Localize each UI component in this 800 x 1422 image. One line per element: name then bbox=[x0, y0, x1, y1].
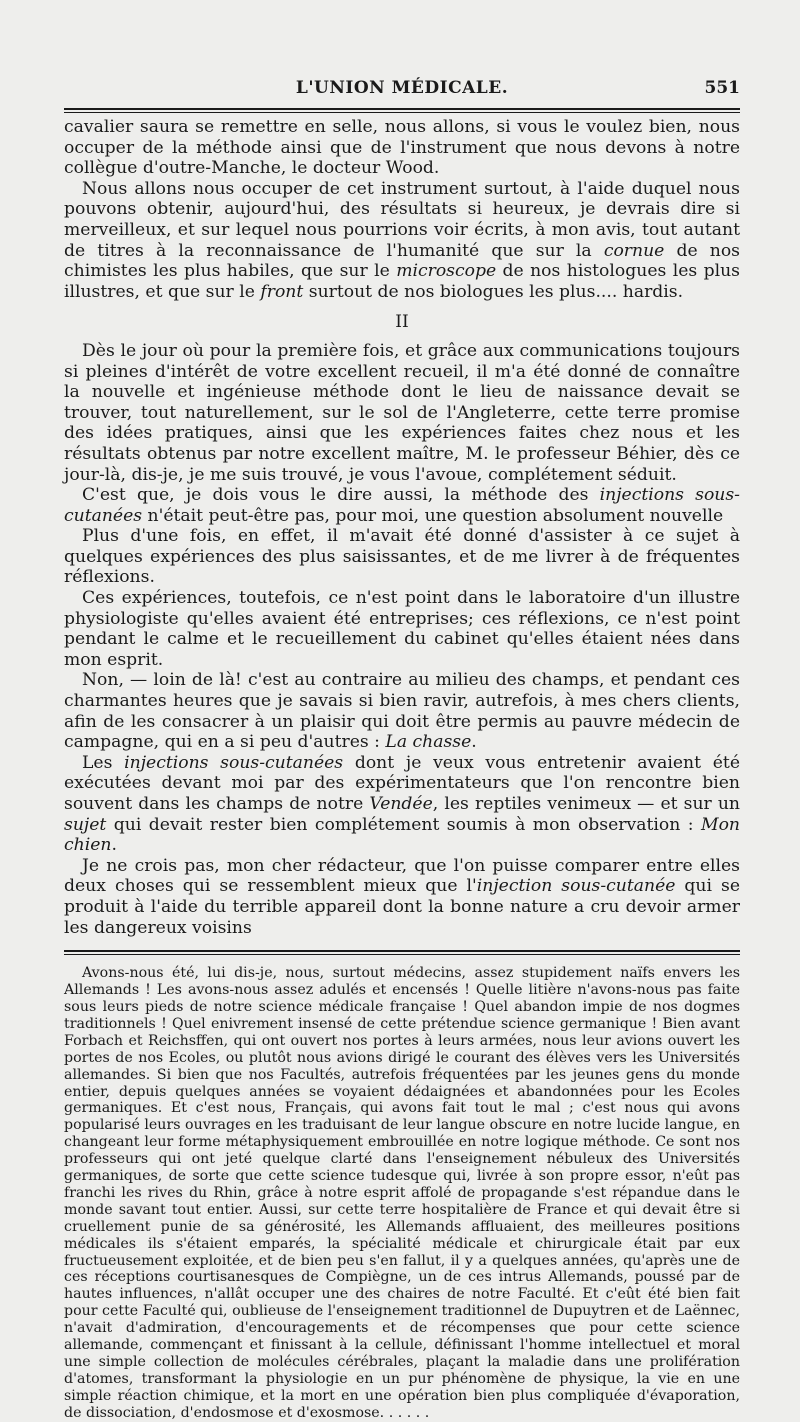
paragraph-2-text-d: surtout de nos biologues les plus.... hardis. bbox=[303, 281, 684, 302]
paragraph-2 bbox=[64, 179, 740, 303]
paragraph-7-text-a: Non, — loin de là! c'est au contraire au milieu des champs, et pendant ces charmantes heures que je savais si bien ravir, autrefois, à mes chers clients, afin de les consacrer à un plaisir qui doit être permis au pauvre médecin de campagne, qui en a si peu d'autres : bbox=[64, 670, 740, 753]
paragraph-3-text: Dès le jour où pour la première fois, et grâce aux communications toujours si pleines d'intérêt de votre excellent recueil, il m'a été donné de connaître la nouvelle et ingénieuse méthode dont le lieu de naissance devait se trouver, tout naturellement, sur le sol de l'Angleterre, cette terre promise des idées pratiques, ainsi que les expériences faites chez nous et les résultats obtenus par notre excellent maître, M. le professeur Béhier, dès ce jour-là, dis-je, je me suis trouvé, je vous l'avoue, complétement séduit. bbox=[64, 340, 740, 485]
paragraph-6 bbox=[64, 588, 740, 670]
paragraph-8-italic-vendee: Vendée bbox=[369, 794, 433, 814]
paragraph-2-text-a: Nous allons nous occuper de cet instrument surtout, à l'aide duquel nous pouvons obtenir, aujourd'hui, des résultats si heureux, je devrais dire si merveilleux, et sur lequel nous pourrions voir écrits, à mon avis, tout autant de titres à la reconnaissance de l'humanité que sur la bbox=[64, 178, 740, 261]
paragraph-8-italic-injections: injections sous-cutanées bbox=[124, 752, 344, 773]
paragraph-3 bbox=[64, 341, 740, 485]
paragraph-9-text-b: qui se produit à l'aide du terrible appareil dont la bonne nature a cru devoir armer les dangereux voisins bbox=[64, 876, 741, 938]
paragraph-4 bbox=[64, 485, 740, 526]
paragraph-2-italic-front: front bbox=[260, 281, 304, 302]
paragraph-2-italic-microscope: microscope bbox=[396, 261, 497, 282]
running-title: L'UNION MÉDICALE. bbox=[295, 78, 509, 98]
paragraph-6-text: Ces expériences, toutefois, ce n'est point dans le laboratoire d'un illustre physiologiste qu'elles avaient été entreprises; ces réflexions, ce n'est point pendant le calme et le recueillement du cabinet qu'elles étaient nées dans mon esprit. bbox=[64, 588, 740, 670]
paragraph-5-text: Plus d'une fois, en effet, il m'avait été donné d'assister à ce sujet à quelques expériences des plus saisissantes, et de me livrer à de fréquentes réflexions. bbox=[64, 526, 740, 588]
paragraph-8-text-a: Les bbox=[82, 752, 125, 773]
paragraph-9-text-a: Je ne crois pas, mon cher rédacteur, que l'on puisse comparer entre elles deux choses qui se ressemblent mieux que l' bbox=[64, 855, 740, 897]
paragraph-8 bbox=[64, 753, 740, 856]
paragraph-2-text-b: de nos chimistes les plus habiles, que sur le bbox=[64, 240, 740, 282]
header-rule bbox=[64, 108, 740, 113]
footnote-rule bbox=[64, 950, 740, 955]
page-number: 551 bbox=[704, 78, 740, 98]
paragraph-8-italic-sujet: sujet bbox=[64, 814, 107, 835]
paragraph-7 bbox=[64, 670, 740, 752]
paragraph-8-text-b: dont je veux vous entretenir avaient été exécutées devant moi par des expérimentateurs que l'on rencontre bien souvent dans les champs de notre bbox=[64, 752, 740, 814]
paragraph-2-text-c: de nos histologues les plus illustres, et que sur le bbox=[64, 261, 740, 302]
main-text bbox=[64, 117, 740, 938]
paragraph-5 bbox=[64, 526, 740, 588]
paragraph-4-text-a: C'est que, je dois vous le dire aussi, la méthode des bbox=[82, 485, 600, 506]
paragraph-8-italic-mon-chien: Mon chien bbox=[64, 814, 740, 856]
paragraph-8-text-e: . bbox=[111, 835, 117, 856]
paragraph-8-text-c: , les reptiles venimeux — et sur un bbox=[432, 794, 741, 814]
paragraph-8-text-d: qui devait rester bien complétement soumis à mon observation : bbox=[106, 814, 701, 835]
paragraph-1-text: cavalier saura se remettre en selle, nous allons, si vous le voulez bien, nous occuper de la méthode ainsi que de l'instrument que nous devons à notre collègue d'outre-Manche, le docteur Wood. bbox=[64, 117, 740, 179]
paragraph-9-italic-injection: injection sous-cutanée bbox=[476, 876, 676, 897]
paragraph-1 bbox=[64, 117, 740, 179]
paragraph-4-text-b: n'était peut-être pas, pour moi, une question absolument nouvelle bbox=[142, 505, 724, 526]
paragraph-7-text-b: . bbox=[471, 732, 477, 753]
paragraph-7-italic-la-chasse: La chasse bbox=[385, 732, 472, 753]
footnote: Avons-nous été, lui dis-je, nous, surtout médecins, assez stupidement naïfs envers les Allemands ! Les avons-nous assez adulés et encensés ! Quelle litière n'avons-nous pas faite sous leurs pieds de notre science médicale française ! Quel abandon impie de nos dogmes traditionnels ! Quel enivrement insensé de cette prétendue science germanique ! Bien avant Forbach et Reichsffen, qui ont ouvert nos portes à leurs armées, nous leur avions ouvert les portes de nos Ecoles, ou plutôt nous avions dirigé le courant des élèves vers les Universités allemandes. Si bien que nos Facultés, autrefois fréquentées par les jeunes gens du monde entier, depuis quelques années se voyaient dédaignées et abandonnées pour les Ecoles germaniques. Et c'est nous, Français, qui avons fait tout le mal ; c'est nous qui avons popularisé leurs ouvrages en les traduisant de leur langue obscure en notre lucide langue, en changeant leur forme métaphysiquement embrouillée en notre logique méthode. Ce sont nos professeurs qui ont jeté quelque clarté dans l'enseignement nébuleux des Universités germaniques, de sorte que cette science tudesque qui, livrée à son propre essor, n'eût pas franchi les rives du Rhin, grâce à notre esprit affolé de propagande s'est répandue dans le monde savant tout entier. Aussi, sur cette terre hospitalière de France et qui devait être si cruellement punie de sa générosité, les Allemands affluaient, des meilleures positions médicales ils s'étaient emparés, la spécialité médicale et chirurgicale était par eux fructueusement exploitée, et de bien peu s'en fallut, il y a quelques années, qu'après une de ces réceptions courtisanesques de Compiègne, un de ces intrus Allemands, poussé par de hautes influences, n'allât occuper une des chaires de notre Faculté. Et c'eût été bien fait pour cette Faculté qui, oublieuse de l'enseignement traditionnel de Dupuytren et de Laënnec, n'avait d'admiration, d'encouragements et de récompenses que pour cette science allemande, commençant et finissant à la cellule, définissant l'homme intellectuel et moral une simple collection de molécules cérébrales, plaçant la maladie dans une prolifération d'atomes, transformant la physiologie en un pur phénomène de physique, la vie en une simple réaction chimique, et la mort en une opération bien plus compliquée d'évaporation, de dissociation, d'endosmose et d'exosmose. . . . . . bbox=[64, 965, 740, 1421]
paragraph-4-italic-injections: injections sous-cutanées bbox=[64, 485, 740, 526]
section-number: II bbox=[395, 312, 409, 333]
page-header bbox=[64, 76, 740, 106]
paragraph-2-italic-cornue: cornue bbox=[603, 240, 665, 261]
paragraph-9 bbox=[64, 856, 740, 938]
